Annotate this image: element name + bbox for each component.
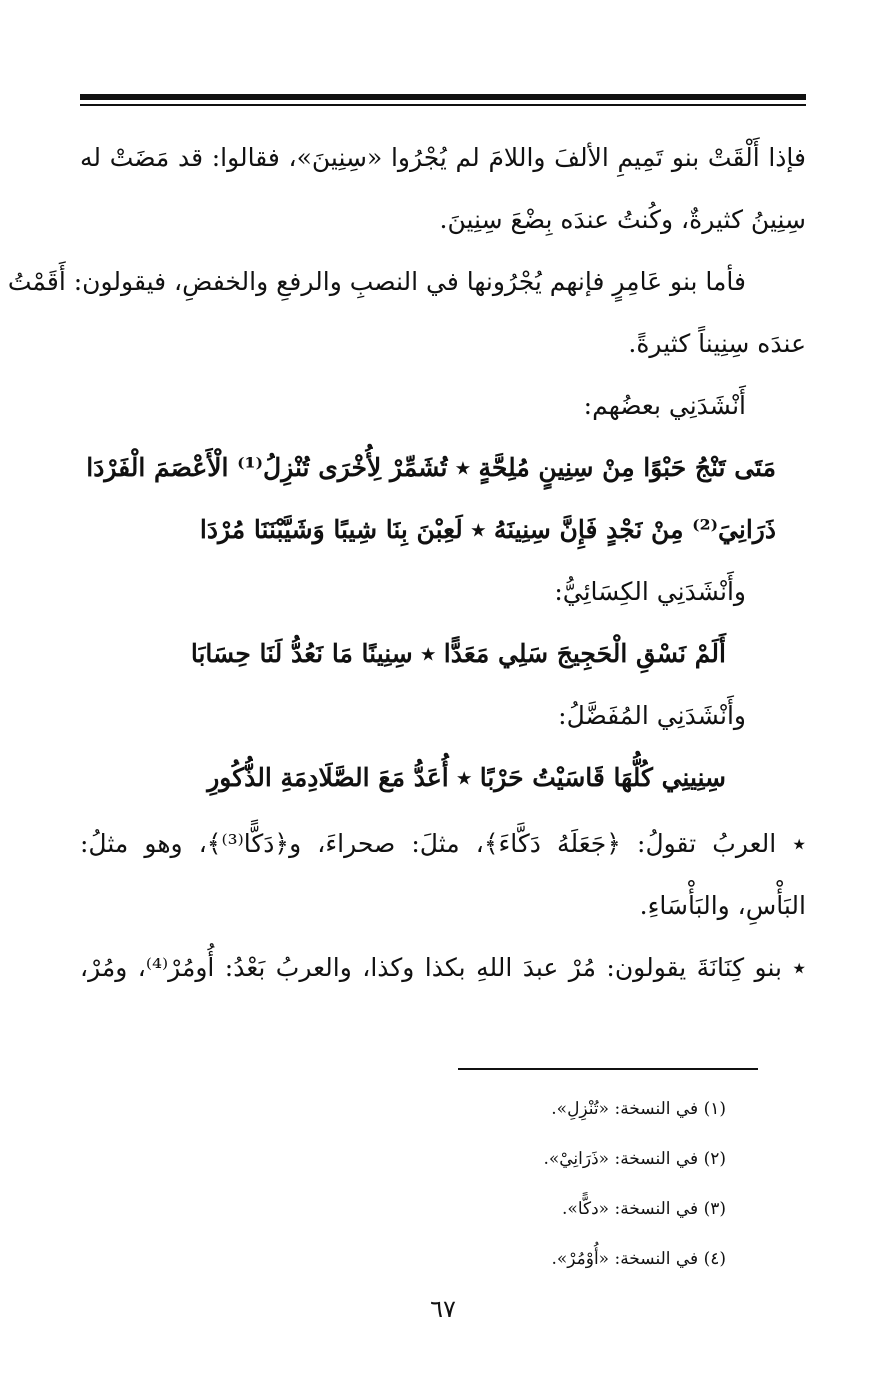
verse-line: ذَرَانِيَ⁽²⁾ مِنْ نَجْدٍ فَإِنَّ سِنِينَهُ ٭ لَعِبْنَ بِنَا شِيبًا وَشَيَّبْنَنَا مُرْدَا: [199, 515, 776, 544]
text-line: ٭ العربُ تقولُ: ﴿جَعَلَهُ دَكَّاءَ﴾، مثلَ: صحراءَ، و﴿دَكًّا⁽³⁾﴾، وهو مثلُ:: [80, 829, 807, 858]
footnote-item: (١) في النسخة: «تُنْزِلِ».: [551, 1099, 726, 1119]
footnote-rule: [458, 1068, 758, 1070]
verse-line: أَلَمْ نَسْقِ الْحَجِيجَ سَلِي مَعَدًّا ٭ سِنِينًا مَا نَعُدُّ لَنَا حِسَابَا: [190, 639, 726, 668]
text-line: عندَه سِنِيناً كثيرةً.: [628, 329, 806, 358]
header-rule-thin: [80, 104, 806, 106]
page-number: ٦٧: [430, 1295, 456, 1323]
footnote-item: (٤) في النسخة: «أُوْمُرْ».: [551, 1249, 726, 1269]
text-line: وأَنْشَدَنِي المُفَضَّلُ:: [558, 701, 746, 730]
verse-line: مَتَى تَنْجُ حَبْوًا مِنْ سِنِينٍ مُلِحَّةٍ ٭ تُشَمِّرْ لِأُخْرَى تُنْزِلُ⁽¹⁾ الْأَعْصَمَ الْفَرْدَا: [86, 453, 776, 482]
text-line: ٭ بنو كِنَانَةَ يقولون: مُرْ عبدَ اللهِ بكذا وكذا، والعربُ بَعْدُ: أُومُرْ⁽⁴⁾، ومُرْ،: [80, 953, 807, 982]
footnote-item: (٣) في النسخة: «دكًّا».: [562, 1199, 726, 1219]
text-line: البَأْسِ، والبَأْسَاءِ.: [639, 891, 806, 920]
text-line: وأَنْشَدَنِي الكِسَائِيُّ:: [554, 577, 746, 606]
verse-line: سِنِينِي كُلُّهَا قَاسَيْتُ حَرْبًا ٭ أُعَدُّ مَعَ الصَّلَادِمَةِ الذُّكُورِ: [207, 763, 726, 792]
text-line: سِنِينُ كثيرةٌ، وكُنتُ عندَه بِضْعَ سِنِينَ.: [439, 205, 806, 234]
text-line: أَنْشَدَنِي بعضُهم:: [583, 391, 746, 420]
text-line: فأما بنو عَامِرٍ فإنهم يُجْرُونها في النصبِ والرفعِ والخفضِ، فيقولون: أَقَمْتُ: [7, 267, 746, 296]
text-line: فإذا أَلْقَتْ بنو تَمِيمِ الألفَ واللامَ لم يُجْرُوا «سِنِينَ»، فقالوا: قد مَضَتْ له: [80, 143, 806, 172]
footnote-item: (٢) في النسخة: «ذَرَانِيْ».: [543, 1149, 726, 1169]
header-rule-thick: [80, 94, 806, 100]
